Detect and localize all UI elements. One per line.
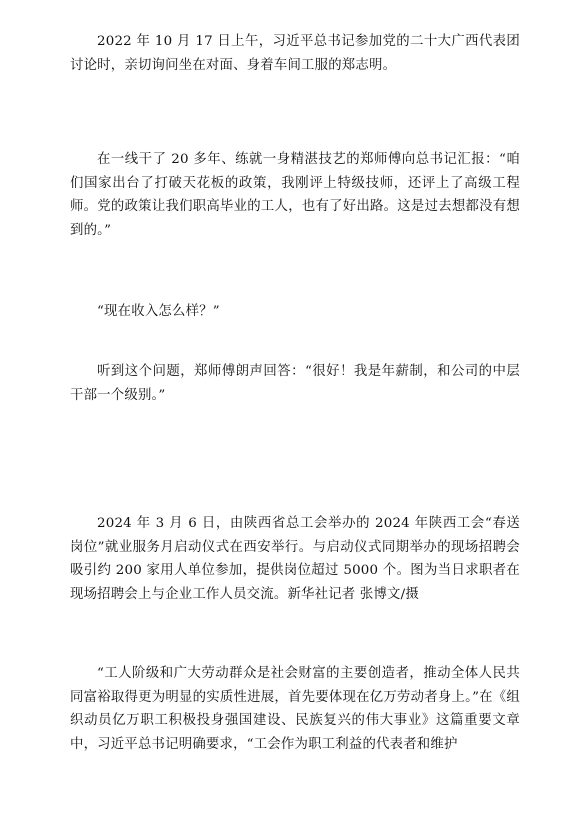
paragraph-income-question: “现在收入怎么样？”: [97, 304, 220, 319]
paragraph-photo-caption: 2024 年 3 月 6 日，由陕西省总工会举办的 2024 年陕西工会“春送岗位”就业服务月启动仪式在西安举行。与启动仪式同期举办的现场招聘会吸引约 200 家用人单位参加，提供岗位超过 5000 个。图为当日求职者在现场招聘会上与企业工作人员交流。新华社记者 张博文/摄: [70, 516, 520, 602]
paragraph-common-prosperity: “工人阶级和广大劳动群众是社会财富的主要创造者，推动全体人民共同富裕取得更为明显的实质性进展，首先要体现在亿万劳动者身上。”在《组织动员亿万职工积极投身强国建设、民族复兴的伟大事业》这篇重要文章中，习近平总书记明确要求，“工会作为职工利益的代表者和维护: [70, 666, 520, 752]
paragraph-income-answer: 听到这个问题，郑师傅朗声回答：“很好！我是年薪制，和公司的中层干部一个级别。”: [70, 364, 520, 403]
paragraph-worker-report: 在一线干了 20 多年、练就一身精湛技艺的郑师傅向总书记汇报：“咱们国家出台了打破天花板的政策，我刚评上特级技师，还评上了高级工程师。党的政策让我们职高毕业的工人，也有了好出路。这是过去想都没有想到的。”: [70, 152, 520, 238]
paragraph-congress-visit: 2022 年 10 月 17 日上午，习近平总书记参加党的二十大广西代表团讨论时，亲切询问坐在对面、身着车间工服的郑志明。: [70, 34, 520, 73]
